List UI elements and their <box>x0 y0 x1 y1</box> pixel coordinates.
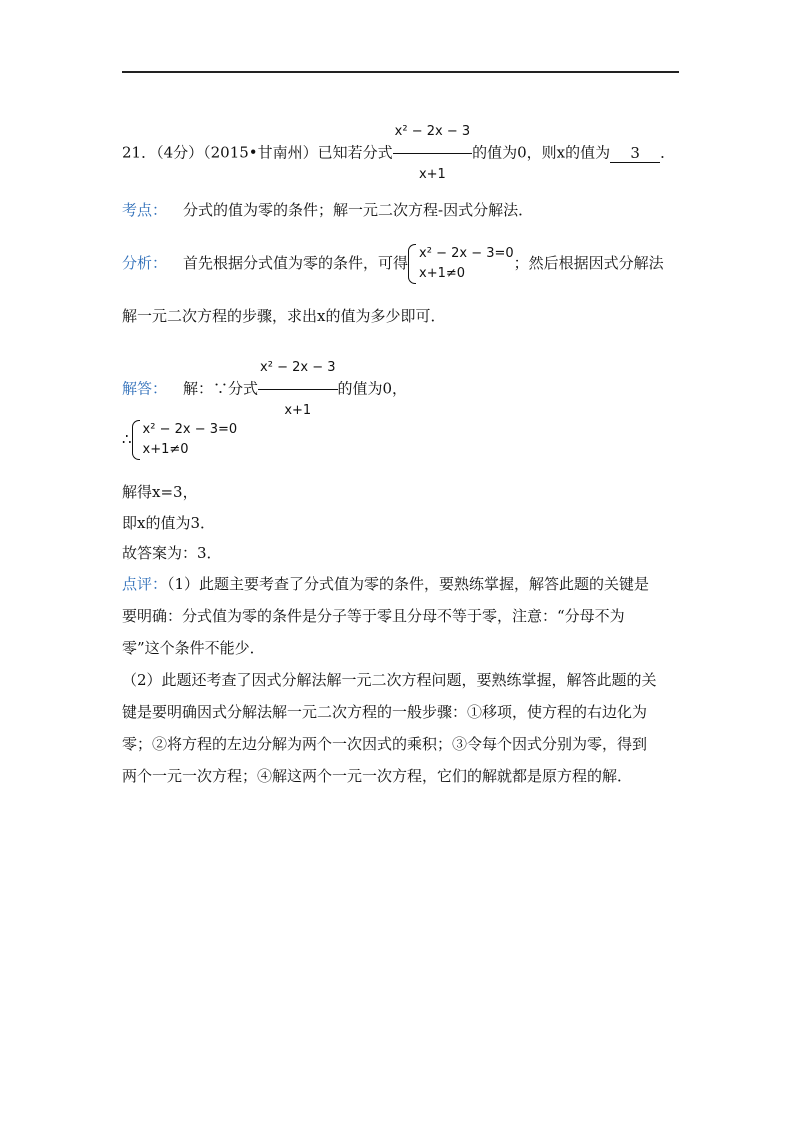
jieda-system <box>132 420 238 460</box>
dianping-p1a: （1）此题主要考查了分式值为零的条件，要熟练掌握，解答此题的关键是 <box>167 575 650 593</box>
kaodian-label: 考点： <box>122 201 168 219</box>
dianping-line-7: 两个一元一次方程；④解这两个一元一次方程，它们的解就都是原方程的解． <box>122 767 633 785</box>
jieda-post: 的值为0， <box>337 379 408 398</box>
dianping-label: 点评： <box>122 575 168 593</box>
system-row-1: x² − 2x − 3=0 <box>419 246 514 261</box>
fraction-numerator: x² − 2x − 3 <box>393 112 472 154</box>
question-mid: 的值为0，则x的值为 <box>472 143 611 162</box>
jieda-line-1: 解得x=3， <box>122 483 198 501</box>
answer-blank: 3 <box>610 145 660 163</box>
dianping-line-2: 要明确：分式值为零的条件是分子等于零且分母不等于零，注意：“分母不为 <box>122 607 625 625</box>
fenxi-continuation: 解一元二次方程的步骤，求出x的值为多少即可． <box>122 307 446 325</box>
question-line <box>122 112 675 195</box>
question-end: ． <box>660 143 676 162</box>
kaodian-line <box>122 200 533 220</box>
dianping-line-3: 零”这个条件不能少． <box>122 639 265 657</box>
system-row-2: x+1≠0 <box>419 266 466 281</box>
jieda-pre: 解：∵分式 <box>183 379 259 398</box>
dianping-line-5: 键是要明确因式分解法解一元二次方程的一般步骤：①移项，使方程的右边化为 <box>122 703 648 721</box>
jieda-line-2: 即x的值为3． <box>122 514 216 532</box>
fenxi-system <box>408 244 514 284</box>
jieda-line-3: 故答案为：3． <box>122 544 222 562</box>
system-row-1: x² − 2x − 3=0 <box>142 422 238 437</box>
header-rule <box>122 71 679 73</box>
dianping-line-1 <box>122 574 649 594</box>
therefore-symbol: ∴ <box>122 430 132 448</box>
fenxi-line <box>122 243 664 284</box>
kaodian-text: 分式的值为零的条件；解一元二次方程-因式分解法． <box>183 201 534 219</box>
brace-icon <box>132 420 140 460</box>
dianping-line-6: 零；②将方程的左边分解为两个一次因式的乘积；③令每个因式分别为零，得到 <box>122 735 648 753</box>
fraction-denominator: x+1 <box>418 167 446 182</box>
dianping-line-4: （2）此题还考查了因式分解法解一元二次方程问题，要熟练掌握，解答此题的关 <box>122 671 657 689</box>
fraction-numerator: x² − 2x − 3 <box>258 348 337 390</box>
question-fraction <box>393 112 472 195</box>
question-lead: 21．（4分）（2015•甘南州）已知若分式 <box>122 143 393 162</box>
fraction-denominator: x+1 <box>284 403 312 418</box>
jieda-label: 解答： <box>122 379 168 398</box>
fenxi-text2: ；然后根据因式分解法 <box>513 254 664 272</box>
system-row-2: x+1≠0 <box>142 442 189 457</box>
fenxi-label: 分析： <box>122 254 168 272</box>
brace-icon <box>408 244 416 284</box>
therefore-line <box>122 419 237 460</box>
fenxi-text1: 首先根据分式值为零的条件，可得 <box>183 254 409 272</box>
jieda-fraction <box>258 348 337 431</box>
